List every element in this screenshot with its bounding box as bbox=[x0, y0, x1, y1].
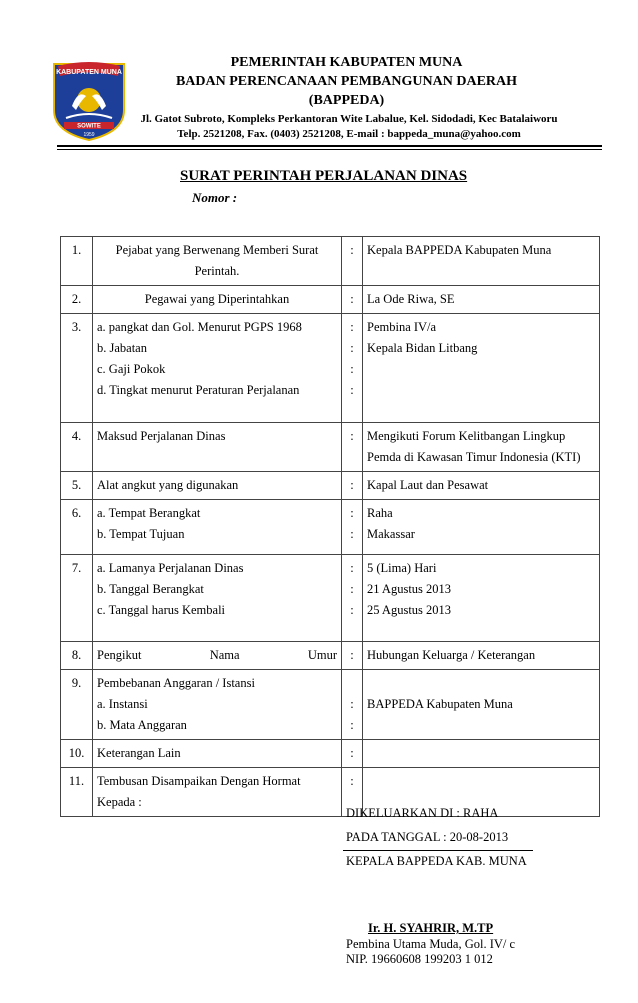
signatory-rank: Pembina Utama Muda, Gol. IV/ c bbox=[346, 937, 516, 951]
row-label-line: a. Instansi bbox=[97, 697, 148, 711]
row-label-line: Pejabat yang Berwenang Memberi Surat bbox=[115, 243, 319, 257]
row-number: 2. bbox=[61, 286, 93, 314]
table-row bbox=[61, 237, 600, 286]
table-row bbox=[61, 472, 600, 500]
row-number: 9. bbox=[61, 670, 93, 740]
document-number-label: Nomor : bbox=[192, 190, 238, 205]
row-label: Pegawai yang Diperintahkan bbox=[93, 286, 342, 314]
row-number: 5. bbox=[61, 472, 93, 500]
row-label bbox=[93, 642, 342, 670]
table-row bbox=[61, 423, 600, 472]
travel-order-table bbox=[60, 236, 600, 817]
table-row bbox=[61, 670, 600, 740]
row-number: 10. bbox=[61, 740, 93, 768]
letterhead-rule-thick bbox=[57, 145, 602, 147]
row-label-line: Tembusan Disampaikan Dengan Hormat bbox=[97, 774, 301, 788]
row-number: 8. bbox=[61, 642, 93, 670]
letterhead-contact: Telp. 2521208, Fax. (0403) 2521208, E-mail : bappeda_muna@yahoo.com bbox=[177, 128, 521, 140]
row-value: Kapal Laut dan Pesawat bbox=[363, 472, 600, 500]
row-label bbox=[93, 237, 342, 286]
row-value: Kepala BAPPEDA Kabupaten Muna bbox=[363, 237, 600, 286]
logo-text-bottom: SOWITE bbox=[77, 123, 101, 130]
row-value-line: 5 (Lima) Hari bbox=[367, 561, 437, 575]
row-label-line: b. Tempat Tujuan bbox=[97, 527, 185, 541]
row-value-line: Raha bbox=[367, 506, 393, 520]
row-label-line: a. Tempat Berangkat bbox=[97, 506, 201, 520]
row-colon: : bbox=[342, 768, 363, 817]
row-colon bbox=[342, 500, 363, 555]
table-row bbox=[61, 768, 600, 817]
row-number: 1. bbox=[61, 237, 93, 286]
row-label-line: c. Tanggal harus Kembali bbox=[97, 603, 226, 617]
age-label: Umur bbox=[307, 648, 337, 662]
issuer-position: KEPALA BAPPEDA KAB. MUNA bbox=[346, 854, 527, 868]
row-value-line: Kepala Bidan Litbang bbox=[367, 341, 478, 355]
row-colon: : bbox=[342, 423, 363, 472]
row-colon: : bbox=[342, 286, 363, 314]
row-label bbox=[93, 670, 342, 740]
signatory-nip: NIP. 19660608 199203 1 012 bbox=[346, 952, 493, 966]
colon: : bbox=[350, 341, 354, 355]
table-row bbox=[61, 642, 600, 670]
colon: : bbox=[350, 697, 354, 711]
row-number: 3. bbox=[61, 314, 93, 423]
row-label-line: Pembebanan Anggaran / Istansi bbox=[97, 676, 255, 690]
row-value-line: Pembina IV/a bbox=[367, 320, 437, 334]
row-label-line: b. Jabatan bbox=[97, 341, 147, 355]
table-row bbox=[61, 286, 600, 314]
row-colon: : bbox=[342, 237, 363, 286]
colon: : bbox=[350, 603, 354, 617]
row-value bbox=[363, 555, 600, 642]
row-label: Alat angkut yang digunakan bbox=[93, 472, 342, 500]
colon: : bbox=[350, 362, 354, 376]
table-row bbox=[61, 314, 600, 423]
row-value: Hubungan Keluarga / Keterangan bbox=[363, 642, 600, 670]
row-label-line: Perintah. bbox=[194, 264, 240, 278]
row-value-line: Makassar bbox=[367, 527, 415, 541]
letterhead-government: PEMERINTAH KABUPATEN MUNA bbox=[230, 55, 463, 70]
row-colon bbox=[342, 670, 363, 740]
row-colon bbox=[342, 314, 363, 423]
letterhead-agency: BADAN PERENCANAAN PEMBANGUNAN DAERAH bbox=[175, 74, 518, 89]
letterhead-address: Jl. Gatot Subroto, Kompleks Perkantoran Wite Labalue, Kel. Sidodadi, Kec Batalaiworu bbox=[140, 113, 558, 125]
row-value bbox=[363, 670, 600, 740]
row-number: 7. bbox=[61, 555, 93, 642]
row-colon: : bbox=[342, 740, 363, 768]
row-colon: : bbox=[342, 472, 363, 500]
row-label bbox=[93, 314, 342, 423]
colon: : bbox=[350, 506, 354, 520]
document-title: SURAT PERINTAH PERJALANAN DINAS bbox=[180, 168, 468, 184]
row-number: 11. bbox=[61, 768, 93, 817]
row-label-line: a. Lamanya Perjalanan Dinas bbox=[97, 561, 244, 575]
table-row bbox=[61, 500, 600, 555]
row-label-line: c. Gaji Pokok bbox=[97, 362, 166, 376]
row-label bbox=[93, 768, 342, 817]
issued-place: DIKELUARKAN DI : RAHA bbox=[346, 806, 499, 820]
row-value-line: BAPPEDA Kabupaten Muna bbox=[367, 697, 513, 711]
name-label: Nama bbox=[209, 648, 240, 662]
row-value bbox=[363, 314, 600, 423]
colon: : bbox=[350, 383, 354, 397]
row-label-line: b. Mata Anggaran bbox=[97, 718, 187, 732]
row-label: Maksud Perjalanan Dinas bbox=[93, 423, 342, 472]
row-value-line: 25 Agustus 2013 bbox=[367, 603, 452, 617]
logo-year: 1959 bbox=[83, 132, 95, 138]
issued-date: PADA TANGGAL : 20-08-2013 bbox=[346, 830, 509, 844]
row-number: 4. bbox=[61, 423, 93, 472]
letterhead-rule-thin bbox=[57, 149, 602, 150]
row-value-line: Mengikuti Forum Kelitbangan Lingkup bbox=[367, 429, 566, 443]
row-value: La Ode Riwa, SE bbox=[363, 286, 600, 314]
colon: : bbox=[350, 320, 354, 334]
companion-label: Pengikut bbox=[97, 648, 142, 662]
row-value-line: Pemda di Kawasan Timur Indonesia (KTI) bbox=[367, 450, 581, 464]
row-label-line: b. Tanggal Berangkat bbox=[97, 582, 204, 596]
row-value bbox=[363, 423, 600, 472]
row-label: Keterangan Lain bbox=[93, 740, 342, 768]
row-label bbox=[93, 555, 342, 642]
row-value-line: 21 Agustus 2013 bbox=[367, 582, 452, 596]
row-value bbox=[363, 500, 600, 555]
colon: : bbox=[350, 561, 354, 575]
table-row bbox=[61, 740, 600, 768]
row-colon bbox=[342, 555, 363, 642]
row-label bbox=[93, 500, 342, 555]
issuance-rule bbox=[343, 850, 533, 851]
row-colon: : bbox=[342, 642, 363, 670]
signatory-name: Ir. H. SYAHRIR, M.TP bbox=[368, 921, 494, 935]
row-label-line: Kepada : bbox=[97, 795, 142, 809]
row-value bbox=[363, 740, 600, 768]
colon: : bbox=[350, 527, 354, 541]
row-label-line: d. Tingkat menurut Peraturan Perjalanan bbox=[97, 383, 300, 397]
colon: : bbox=[350, 582, 354, 596]
table-row bbox=[61, 555, 600, 642]
colon: : bbox=[350, 718, 354, 732]
row-label-line: a. pangkat dan Gol. Menurut PGPS 1968 bbox=[97, 320, 302, 334]
letterhead-acronym: (BAPPEDA) bbox=[308, 93, 385, 108]
logo-text-top: KABUPATEN MUNA bbox=[56, 69, 122, 76]
row-number: 6. bbox=[61, 500, 93, 555]
